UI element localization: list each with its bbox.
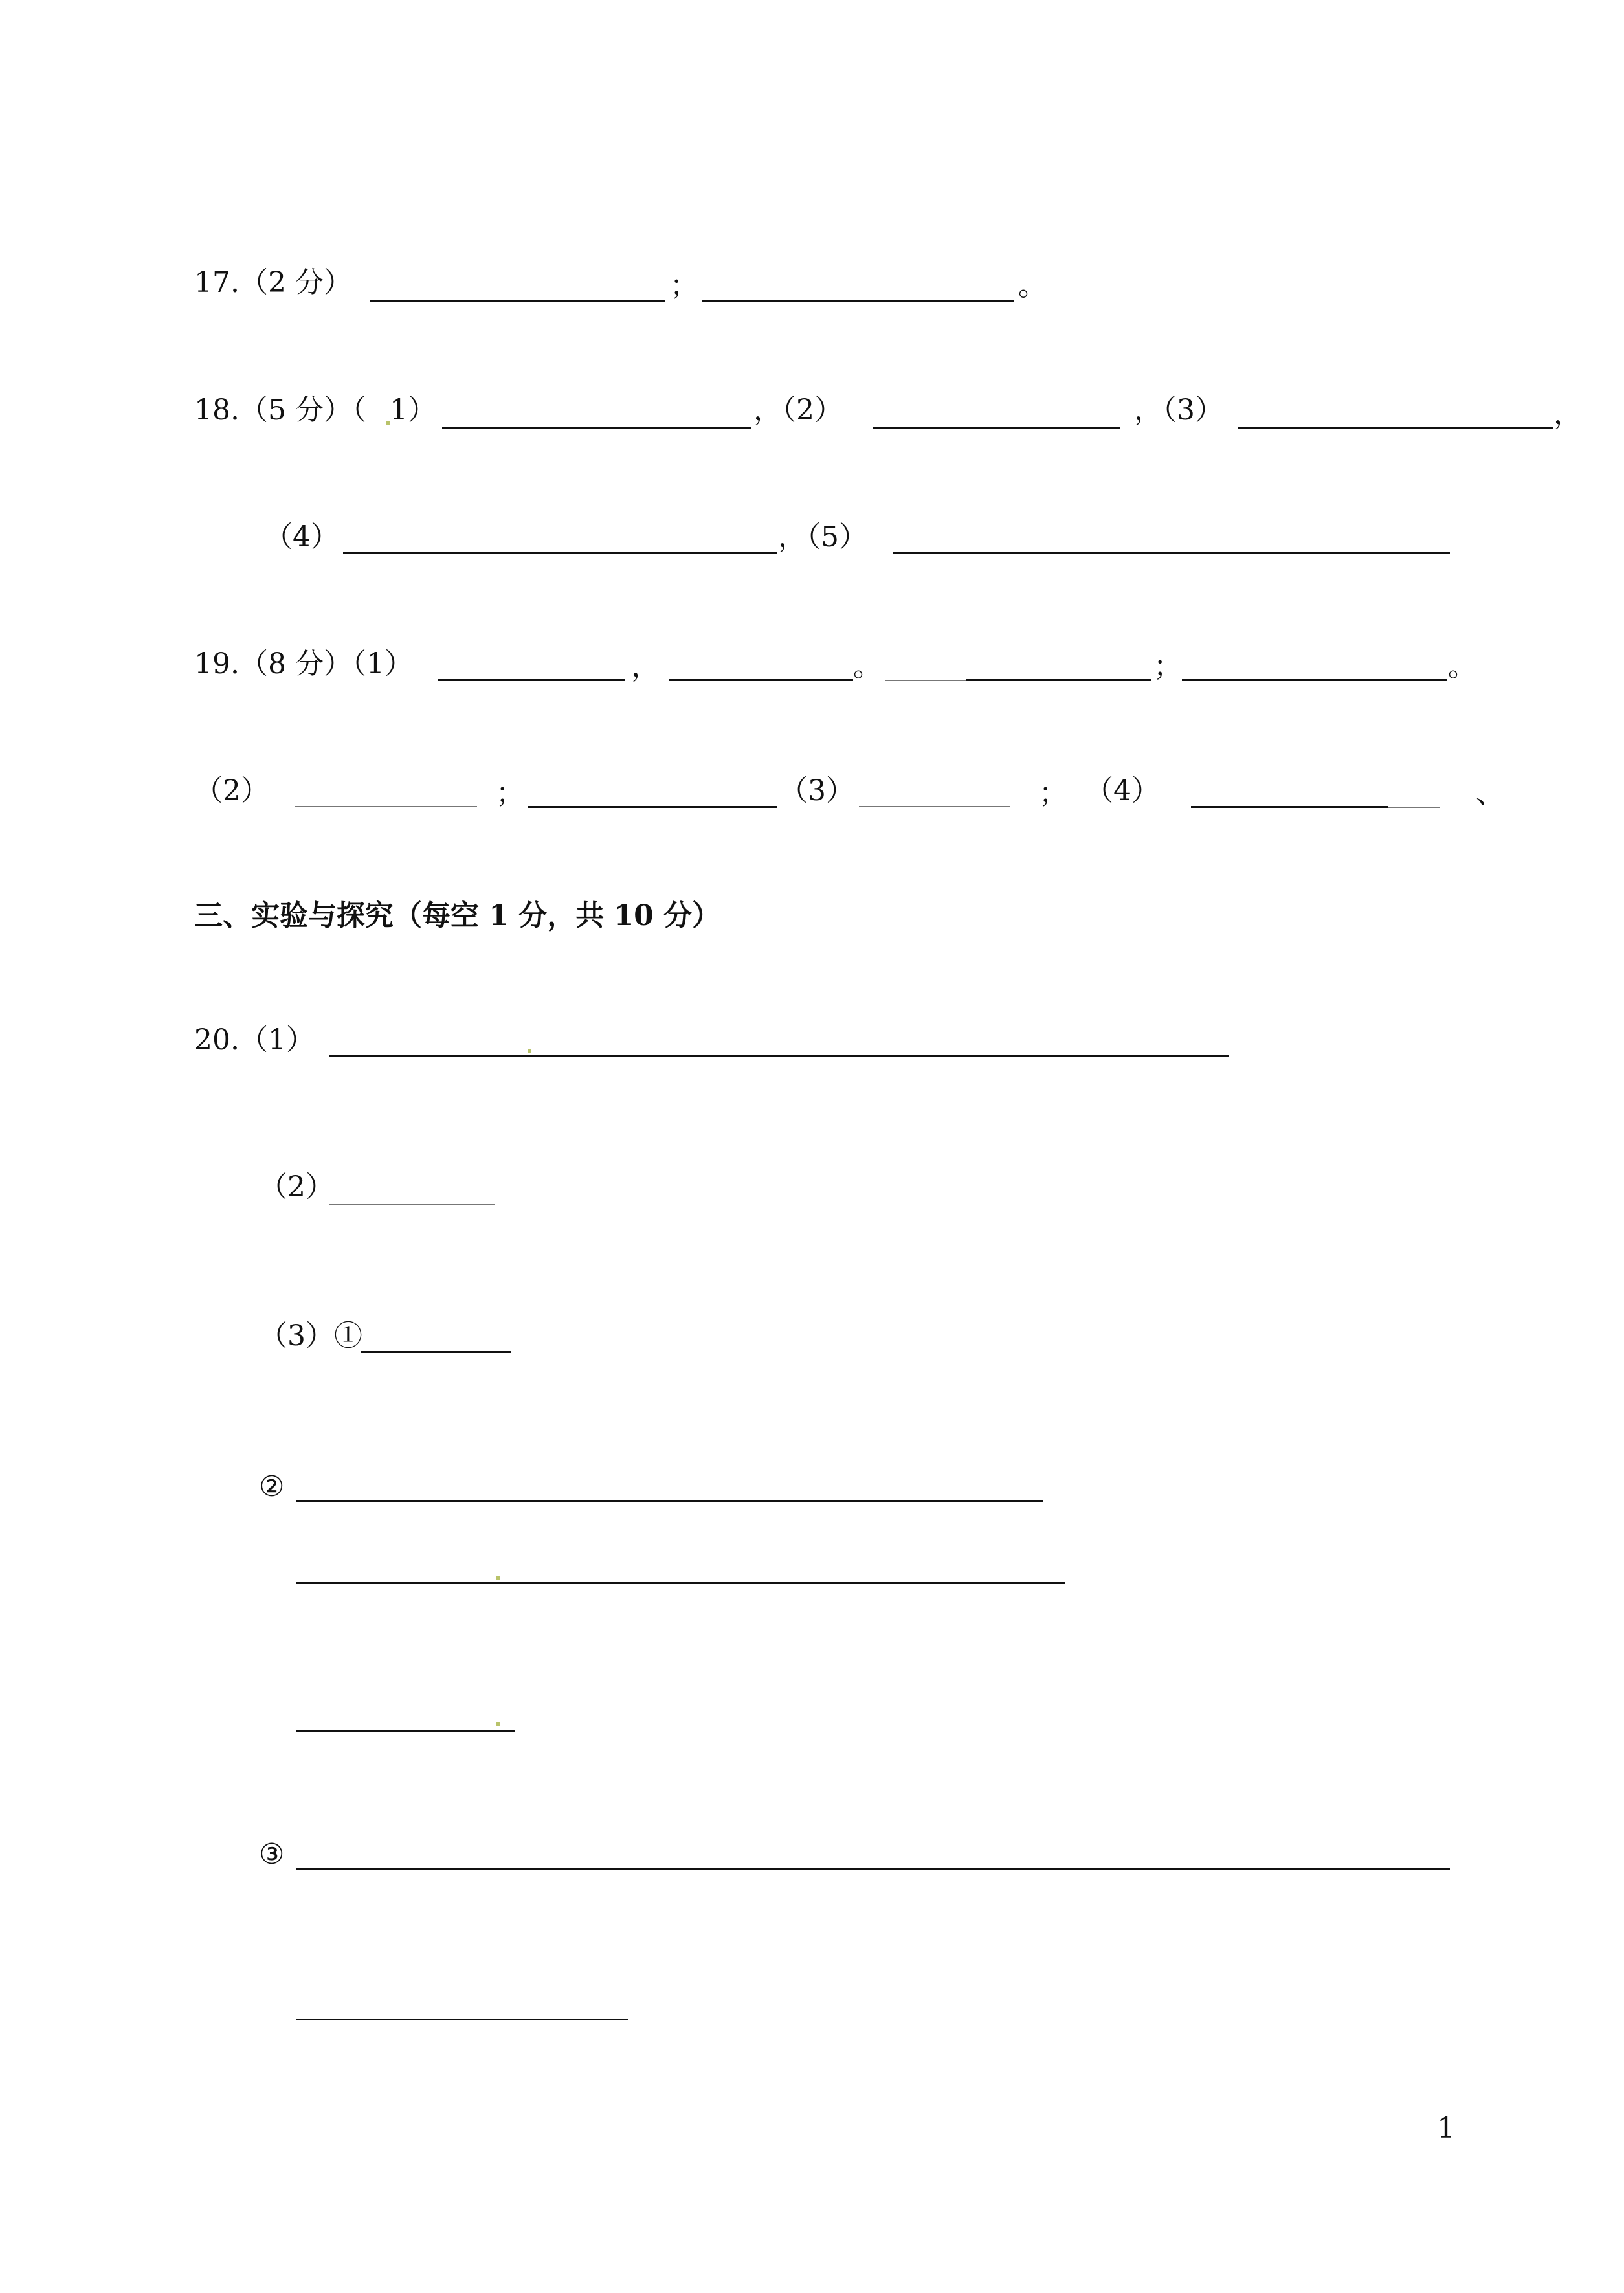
q19-semicolon: ； [1153,650,1182,683]
q20-blank-1[interactable] [329,1055,1229,1057]
q18-part3-label: ，（3） [1134,394,1223,427]
q19-blank-1[interactable] [438,679,625,681]
q19-blank-4[interactable] [1182,679,1447,681]
q18-part5-label: ，（5） [778,520,867,554]
q19-comma: ， [631,650,660,683]
q20-marker-2: ② [259,1470,285,1503]
q20-blank-2[interactable] [329,1204,495,1205]
q20-blank-3-2a[interactable] [296,1500,1043,1502]
q20-part2-label: （2） [259,1170,334,1203]
q17-blank-1[interactable] [370,300,665,302]
q19-blank-8b[interactable] [1388,807,1440,808]
q20-marker-3: ③ [259,1838,285,1871]
q19-blank-2[interactable] [669,679,853,681]
q19-blank-3b[interactable] [966,679,1151,681]
q20-blank-3-3b[interactable] [296,2019,628,2020]
q20-part3-label: （3）① [259,1319,362,1352]
q19-part2-label: （2） [194,774,269,807]
q18-label: 18.（5 分）（ [194,394,366,427]
speck [496,1576,500,1580]
q18-part1-label: 1） [390,394,436,427]
q18-end: ， [1553,397,1582,431]
q18-blank-1[interactable] [442,427,751,429]
q20-blank-3-2b[interactable] [296,1582,1065,1584]
q19-semicolon-2: ； [496,777,524,810]
q19-part3-label: （3） [779,774,854,807]
q17-separator: ； [670,269,698,302]
q19-part4-label: （4） [1085,774,1160,807]
q18-blank-4[interactable] [343,552,777,554]
q17-blank-2[interactable] [702,300,1014,302]
q19-semicolon-3: ； [1039,777,1067,810]
q20-blank-3-3a[interactable] [296,1868,1450,1870]
q20-blank-3-1[interactable] [361,1351,511,1353]
section-3-heading: 三、实验与探究（每空 1 分，共 10 分） [194,899,721,932]
q18-blank-2[interactable] [873,427,1120,429]
q20-blank-3-2c[interactable] [296,1730,515,1732]
page-number: 1 [1437,2112,1455,2145]
q18-part2-label: ，（2） [753,394,843,427]
q19-blank-8a[interactable] [1191,806,1388,808]
q19-blank-6[interactable] [528,806,777,808]
q19-label: 19.（8 分）（1） [194,647,413,680]
q20-label: 20.（1） [194,1023,315,1057]
q19-period: 。 [853,650,882,683]
speck [496,1722,500,1726]
q19-end: 。 [1448,650,1476,683]
q17-label: 17.（2 分） [194,266,352,299]
q19-blank-7[interactable] [859,806,1010,807]
q19-dunhao: 、 [1476,777,1504,810]
q19-blank-5[interactable] [295,806,477,807]
q18-blank-3[interactable] [1238,427,1553,429]
speck [528,1049,531,1053]
q18-part4-label: （4） [264,520,339,554]
q18-blank-5[interactable] [893,552,1450,554]
q19-blank-3a[interactable] [885,680,966,681]
q17-end: 。 [1018,269,1047,302]
